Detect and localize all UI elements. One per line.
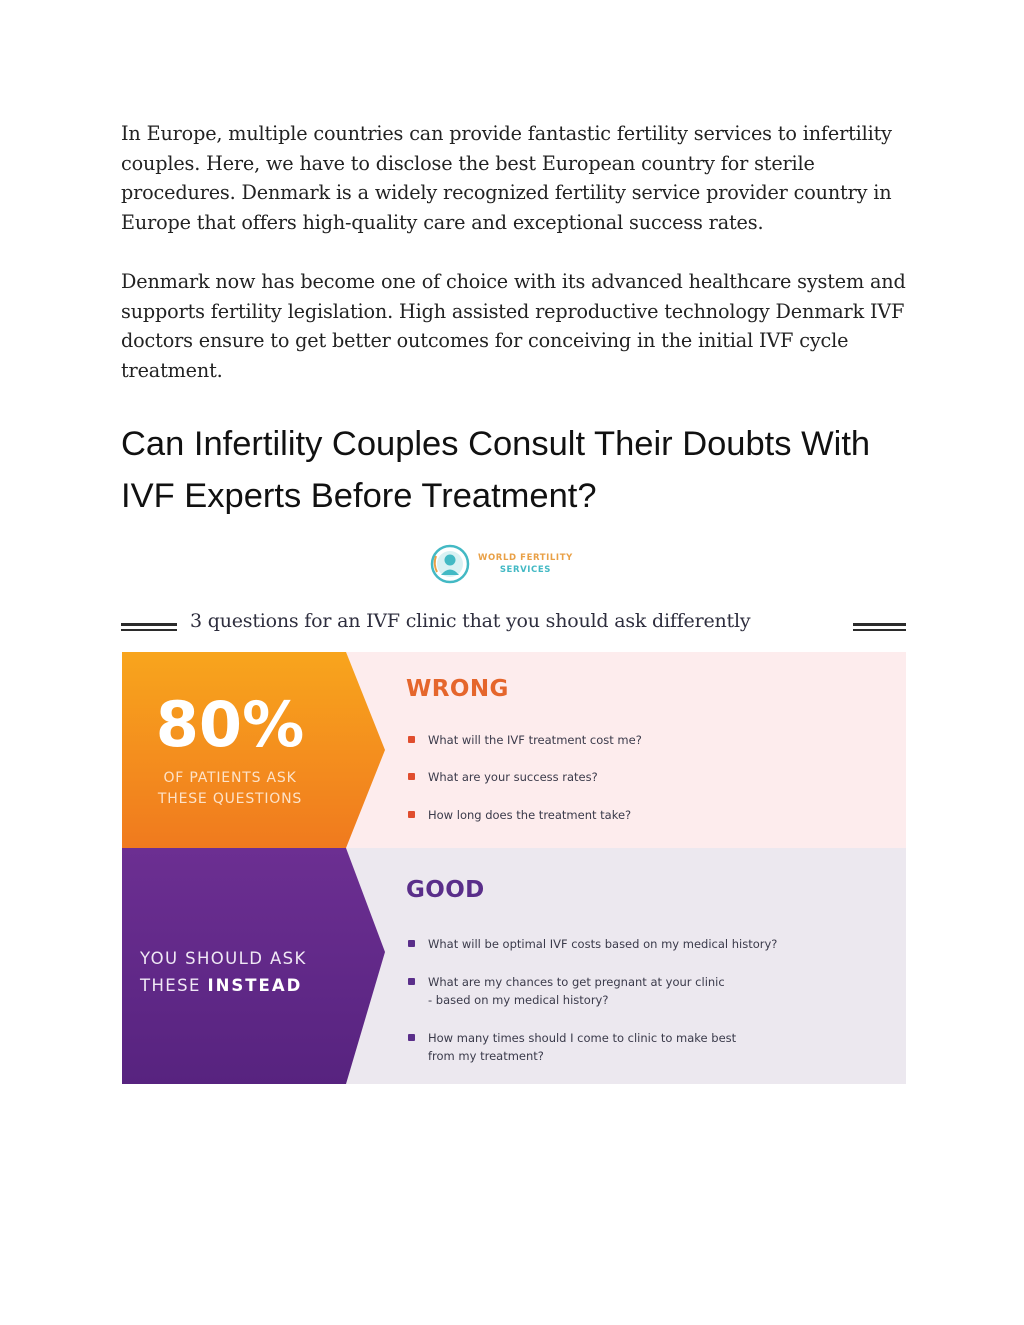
- ask-line-2-bold: INSTEAD: [207, 976, 303, 995]
- wrong-question-item: What will the IVF treatment cost me?: [406, 731, 642, 768]
- good-question-list: [406, 935, 777, 1065]
- stat-caption-line-2: THESE QUESTIONS: [157, 791, 303, 807]
- good-question-item: How many times should I come to clinic to make best from my treatment?: [406, 1029, 777, 1065]
- logo: [430, 540, 605, 588]
- title-rule-right: [853, 623, 906, 626]
- section-heading: Can Infertility Couples Consult Their Doubts With IVF Experts Before Treatment?: [121, 425, 871, 515]
- title-rule-left: [121, 623, 177, 626]
- logo-line-1: WORLD FERTILITY: [478, 553, 573, 563]
- logo-line-2: SERVICES: [499, 565, 552, 575]
- baby-in-circle-icon: [430, 544, 470, 584]
- stat-value: 80%: [155, 688, 305, 761]
- wrong-question-item: What are your success rates?: [406, 768, 642, 806]
- wrong-title: WRONG: [406, 676, 509, 702]
- good-question-item: What will be optimal IVF costs based on my medical history?: [406, 935, 777, 973]
- paragraph-denmark: Denmark now has become one of choice with its advanced healthcare system and supports fertility legislation. High assisted reproductive technology Denmark IVF doctors ensure to get better outcomes for conceiving in the initial IVF cycle treatment.: [121, 270, 906, 382]
- ask-instead-text: [140, 945, 350, 999]
- ask-line-2-prefix: THESE: [140, 976, 208, 995]
- wrong-question-list: [406, 731, 642, 824]
- paragraph-europe-fertility: In Europe, multiple countries can provide fantastic fertility services to infertility couples. Here, we have to disclose the best European country for sterile procedures. Denmark is a widely recognized fertility service provider country in Europe that offers high-quality care and exceptional success rates.: [121, 122, 892, 234]
- stat-caption: [130, 768, 330, 810]
- good-title: GOOD: [406, 877, 485, 903]
- wrong-question-item: How long does the treatment take?: [406, 806, 642, 824]
- ask-line-1: YOU SHOULD ASK: [140, 949, 307, 968]
- good-question-item: What are my chances to get pregnant at your clinic - based on my medical history?: [406, 973, 777, 1029]
- ask-line-2: [140, 972, 350, 999]
- logo-text: [478, 552, 573, 576]
- infographic-title: 3 questions for an IVF clinic that you should ask differently: [190, 610, 751, 632]
- stat-caption-line-1: OF PATIENTS ASK: [163, 770, 297, 786]
